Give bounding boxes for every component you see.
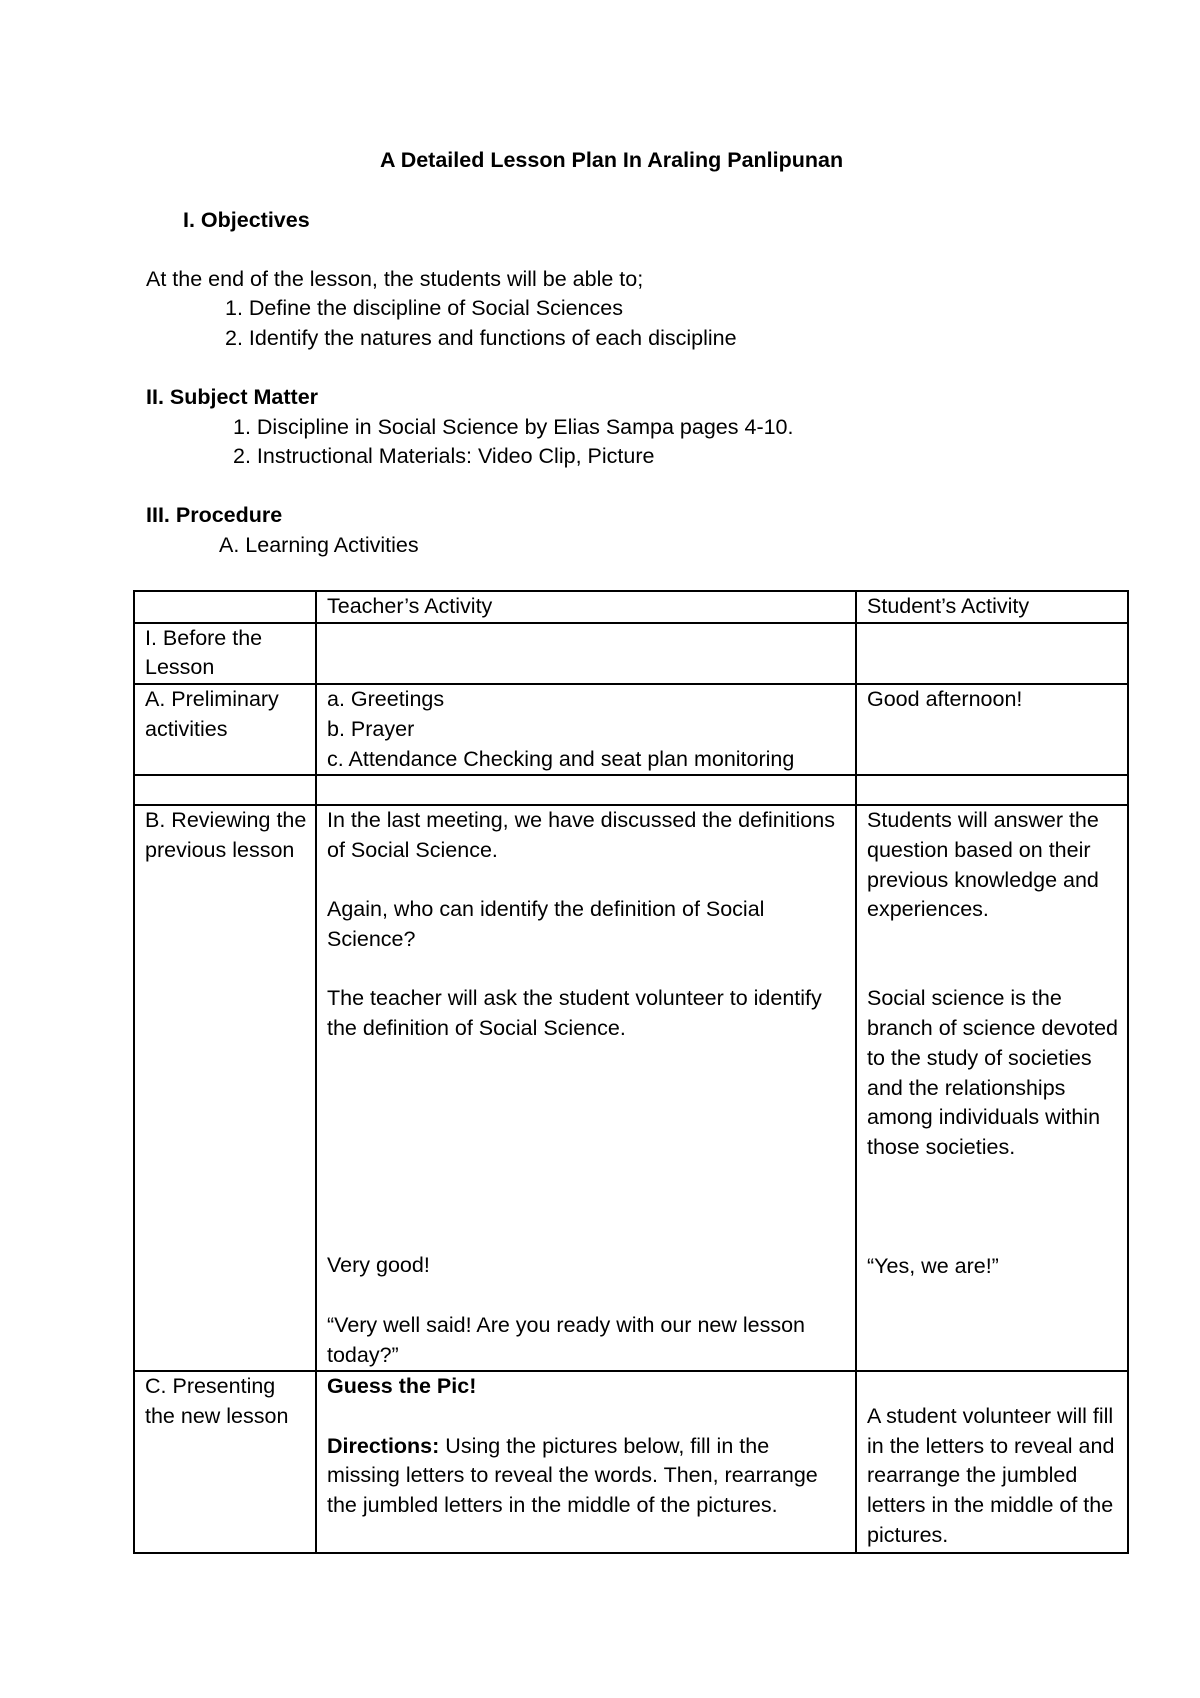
activity-line: b. Prayer: [327, 716, 415, 741]
table-row-empty: [134, 775, 1128, 805]
table-header-cell: Student’s Activity: [856, 591, 1128, 623]
table-header-cell: Teacher’s Activity: [316, 591, 856, 623]
teacher-activity: [316, 805, 856, 1371]
teacher-text: “Very well said! Are you ready with our new lesson today?”: [327, 1312, 806, 1367]
teacher-text: Very good!: [327, 1253, 430, 1278]
directions-text: Directions: Using the pictures below, fill in the missing letters to reveal the words. Then, rearrange the jumbled letters in the middle of the pictures.: [327, 1433, 818, 1517]
row-label: B. Reviewing the previous lesson: [134, 805, 316, 1371]
row-label: I. Before the Lesson: [134, 623, 316, 684]
table-row: [134, 684, 1128, 775]
table-row: [134, 1371, 1128, 1553]
student-activity: [856, 805, 1128, 1371]
procedure-subheading: A. Learning Activities: [219, 533, 419, 557]
student-activity: Good afternoon!: [856, 684, 1128, 775]
row-label: C. Presenting the new lesson: [134, 1371, 316, 1553]
objectives-intro: At the end of the lesson, the students will be able to;: [146, 267, 644, 291]
objective-item: 2. Identify the natures and functions of each discipline: [225, 326, 737, 350]
teacher-text: The teacher will ask the student volunteer to identify the definition of Social Science.: [327, 986, 822, 1041]
activity-line: a. Greetings: [327, 687, 445, 712]
table-header-cell: [134, 591, 316, 623]
subject-matter-item: 1. Discipline in Social Science by Elias Sampa pages 4-10.: [233, 415, 794, 439]
page-title: A Detailed Lesson Plan In Araling Panlipunan: [380, 148, 844, 172]
objectives-heading: I. Objectives: [183, 208, 310, 232]
student-text: A student volunteer will fill in the letters to reveal and rearrange the jumbled letters in the middle of the pictures.: [867, 1403, 1115, 1547]
directions-label: Directions:: [327, 1433, 440, 1458]
student-text: Students will answer the question based on their previous knowledge and experiences.: [867, 808, 1099, 922]
teacher-text: Again, who can identify the definition of Social Science?: [327, 897, 765, 952]
subject-matter-heading: II. Subject Matter: [146, 385, 319, 409]
student-text: Social science is the branch of science devoted to the study of societies and the relationships among individuals within those societies.: [867, 986, 1118, 1159]
table-row: [134, 805, 1128, 1371]
table-header-row: [134, 591, 1128, 623]
teacher-activity: [316, 1371, 856, 1553]
teacher-text: In the last meeting, we have discussed the definitions of Social Science.: [327, 808, 835, 862]
activity-line: c. Attendance Checking and seat plan monitoring: [327, 746, 795, 771]
teacher-activity: [316, 684, 856, 775]
subject-matter-item: 2. Instructional Materials: Video Clip, Picture: [233, 444, 655, 468]
row-label: A. Preliminary activities: [134, 684, 316, 775]
student-activity: [856, 1371, 1128, 1553]
objective-item: 1. Define the discipline of Social Sciences: [225, 296, 623, 320]
table-row: [134, 623, 1128, 684]
game-title: Guess the Pic!: [327, 1374, 477, 1399]
student-text: “Yes, we are!”: [867, 1253, 999, 1278]
learning-activities-table: [133, 590, 1129, 1554]
procedure-heading: III. Procedure: [146, 503, 283, 527]
